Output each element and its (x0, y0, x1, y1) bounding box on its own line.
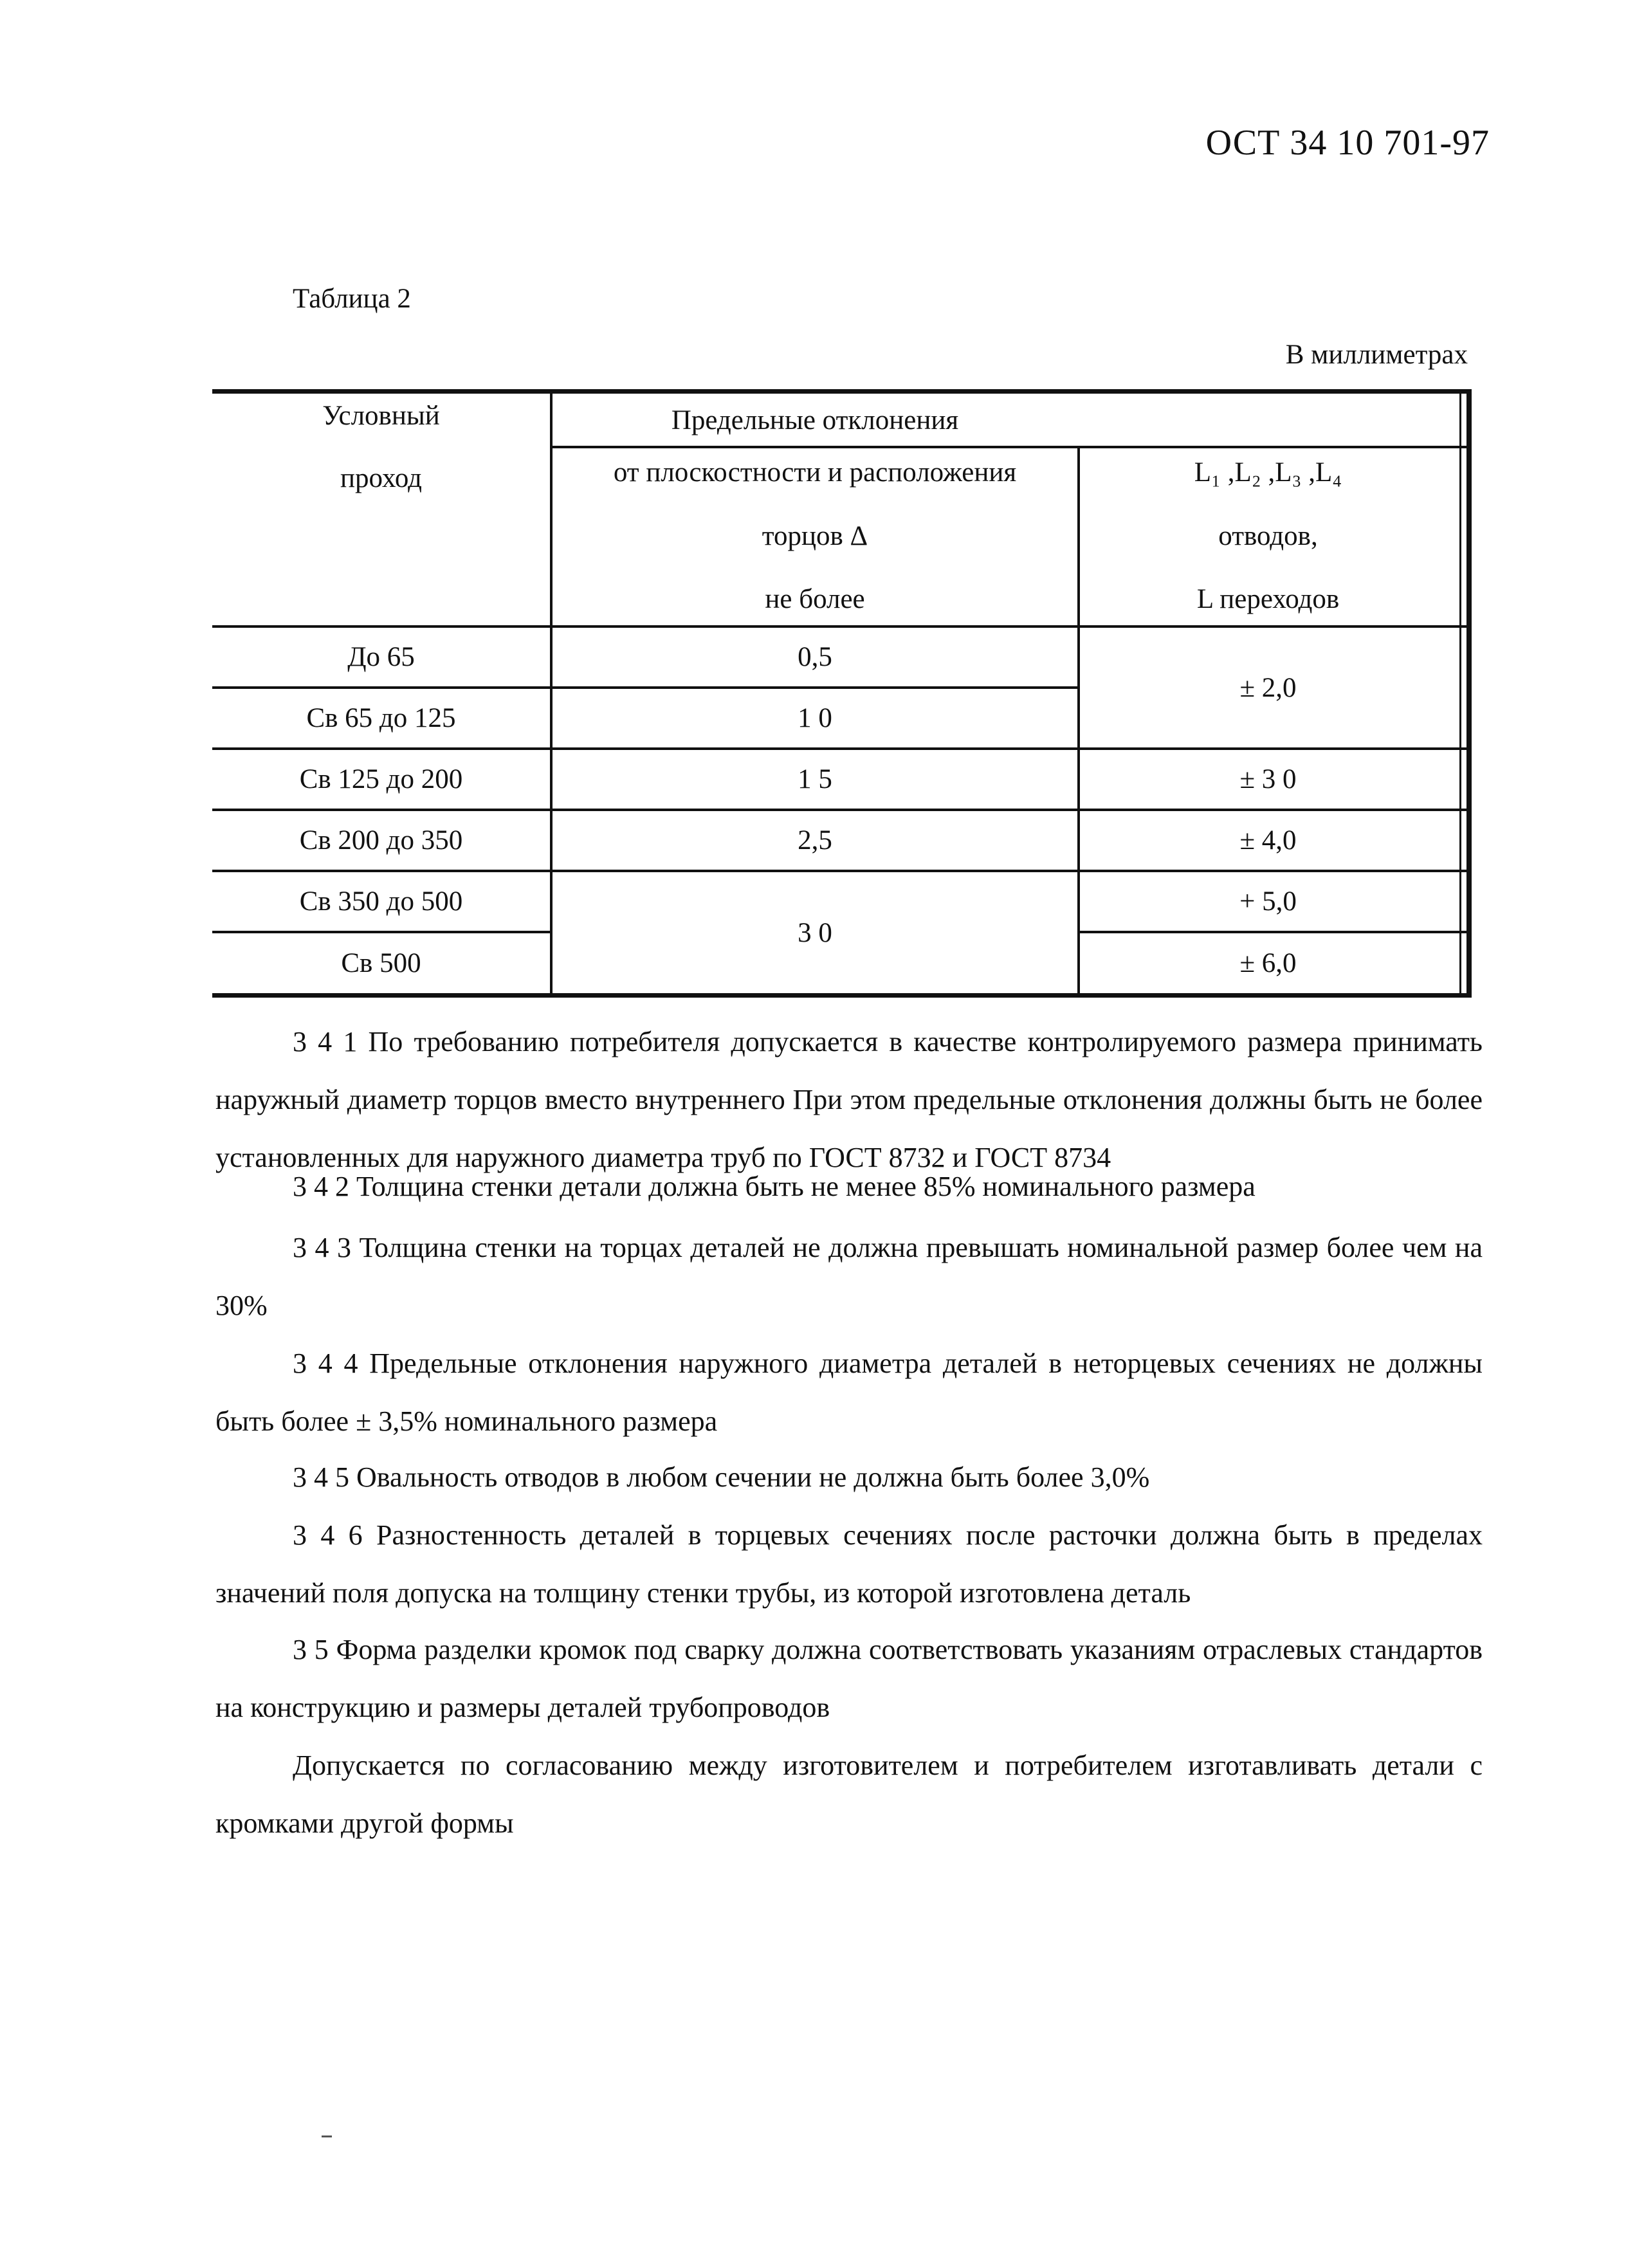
header-col2-line1: от плоскостности и расположения (613, 457, 1017, 488)
table-row-dn: Св 350 до 500 (299, 886, 463, 917)
header-col1 (212, 402, 550, 492)
table-cell-flatness: 2,5 (798, 825, 832, 855)
table-title: Таблица 2 (293, 284, 411, 314)
paragraph-3-4-2 (215, 1158, 1483, 1216)
paragraph-3-5-note (215, 1737, 1483, 1852)
table-row-dn: Св 200 до 350 (299, 825, 463, 855)
header-col1-line2: проход (340, 463, 422, 493)
paragraph-3-4-4-text: 3 4 4 Предельные отклонения наружного диаметра деталей в неторцевых сечениях не должны быть более ± 3,5% номинального размера (215, 1348, 1483, 1437)
paragraph-3-4-6-text: 3 4 6 Разностенность деталей в торцевых сечениях после расточки должна быть в пределах значений поля допуска на толщину стенки трубы, из которой изготовлена деталь (215, 1519, 1483, 1609)
table-cell-length-merged: ± 2,0 (1239, 672, 1297, 703)
tolerance-table (212, 389, 1472, 998)
table-cell-flatness-merged: 3 0 (798, 917, 832, 948)
table-row-dn: Св 500 (341, 948, 421, 978)
header-group: Предельные отклонения (671, 405, 959, 435)
paragraph-3-5-text: 3 5 Форма разделки кромок под сварку должна соответствовать указаниям отраслевых стандартов на конструкцию и размеры деталей трубопроводов (215, 1634, 1483, 1723)
paragraph-3-4-5-text: 3 4 5 Овальность отводов в любом сечении не должна быть более 3,0% (293, 1461, 1150, 1493)
header-col3-line2: отводов, (1218, 520, 1318, 551)
header-col2-line2: торцов Δ (762, 520, 868, 551)
document-code: ОСТ 34 10 701-97 (1205, 123, 1490, 163)
paragraph-3-4-4 (215, 1335, 1483, 1450)
paragraph-3-4-6 (215, 1506, 1483, 1622)
table-cell-flatness: 1 5 (798, 764, 832, 794)
paragraph-3-4-3 (215, 1219, 1483, 1335)
header-col3-line1: L₁ ,L₂ ,L₃ ,L₄ (1194, 457, 1342, 488)
header-col2 (553, 459, 1077, 613)
table-border-right-inner (1459, 389, 1461, 998)
table-cell-length: ± 6,0 (1239, 948, 1297, 978)
header-col3 (1080, 459, 1456, 613)
paragraph-3-5-note-text: Допускается по согласованию между изготовителем и потребителем изготавливать детали с кромками другой формы (215, 1750, 1483, 1839)
table-cell-length: ± 4,0 (1239, 825, 1297, 855)
header-col3-line3: L переходов (1196, 584, 1340, 614)
table-cell-flatness: 1 0 (798, 703, 832, 733)
paragraph-3-4-2-text: 3 4 2 Толщина стенки детали должна быть не менее 85% номинального размера (293, 1171, 1256, 1202)
table-row-dn: Св 125 до 200 (299, 764, 463, 794)
paragraph-3-4-3-text: 3 4 3 Толщина стенки на торцах деталей не должна превышать номинальной размер более чем на 30% (215, 1232, 1483, 1321)
table-hline-group (550, 446, 1472, 448)
header-col2-line3: не более (765, 584, 865, 614)
paragraph-3-4-5 (215, 1449, 1483, 1506)
table-border-right (1466, 389, 1472, 998)
table-units: В миллиметрах (1285, 340, 1468, 370)
paragraph-3-4-1-text: 3 4 1 По требованию потребителя допускается в качестве контролируемого размера принимать наружный диаметр торцов вместо внутреннего При этом предельные отклонения должны быть не более установленных для наружного диаметра труб по ГОСТ 8732 и ГОСТ 8734 (215, 1026, 1483, 1173)
table-row-dn: Св 65 до 125 (306, 703, 456, 733)
header-col1-line1: Условный (322, 401, 440, 431)
paragraph-3-5 (215, 1621, 1483, 1737)
table-border-bottom (212, 993, 1472, 998)
table-row-dn: До 65 (347, 642, 415, 672)
table-cell-flatness: 0,5 (798, 642, 832, 672)
table-cell-length: + 5,0 (1239, 886, 1297, 917)
table-cell-length: ± 3 0 (1239, 764, 1297, 794)
page-mark (322, 2135, 332, 2137)
table-border-top (212, 389, 1472, 394)
